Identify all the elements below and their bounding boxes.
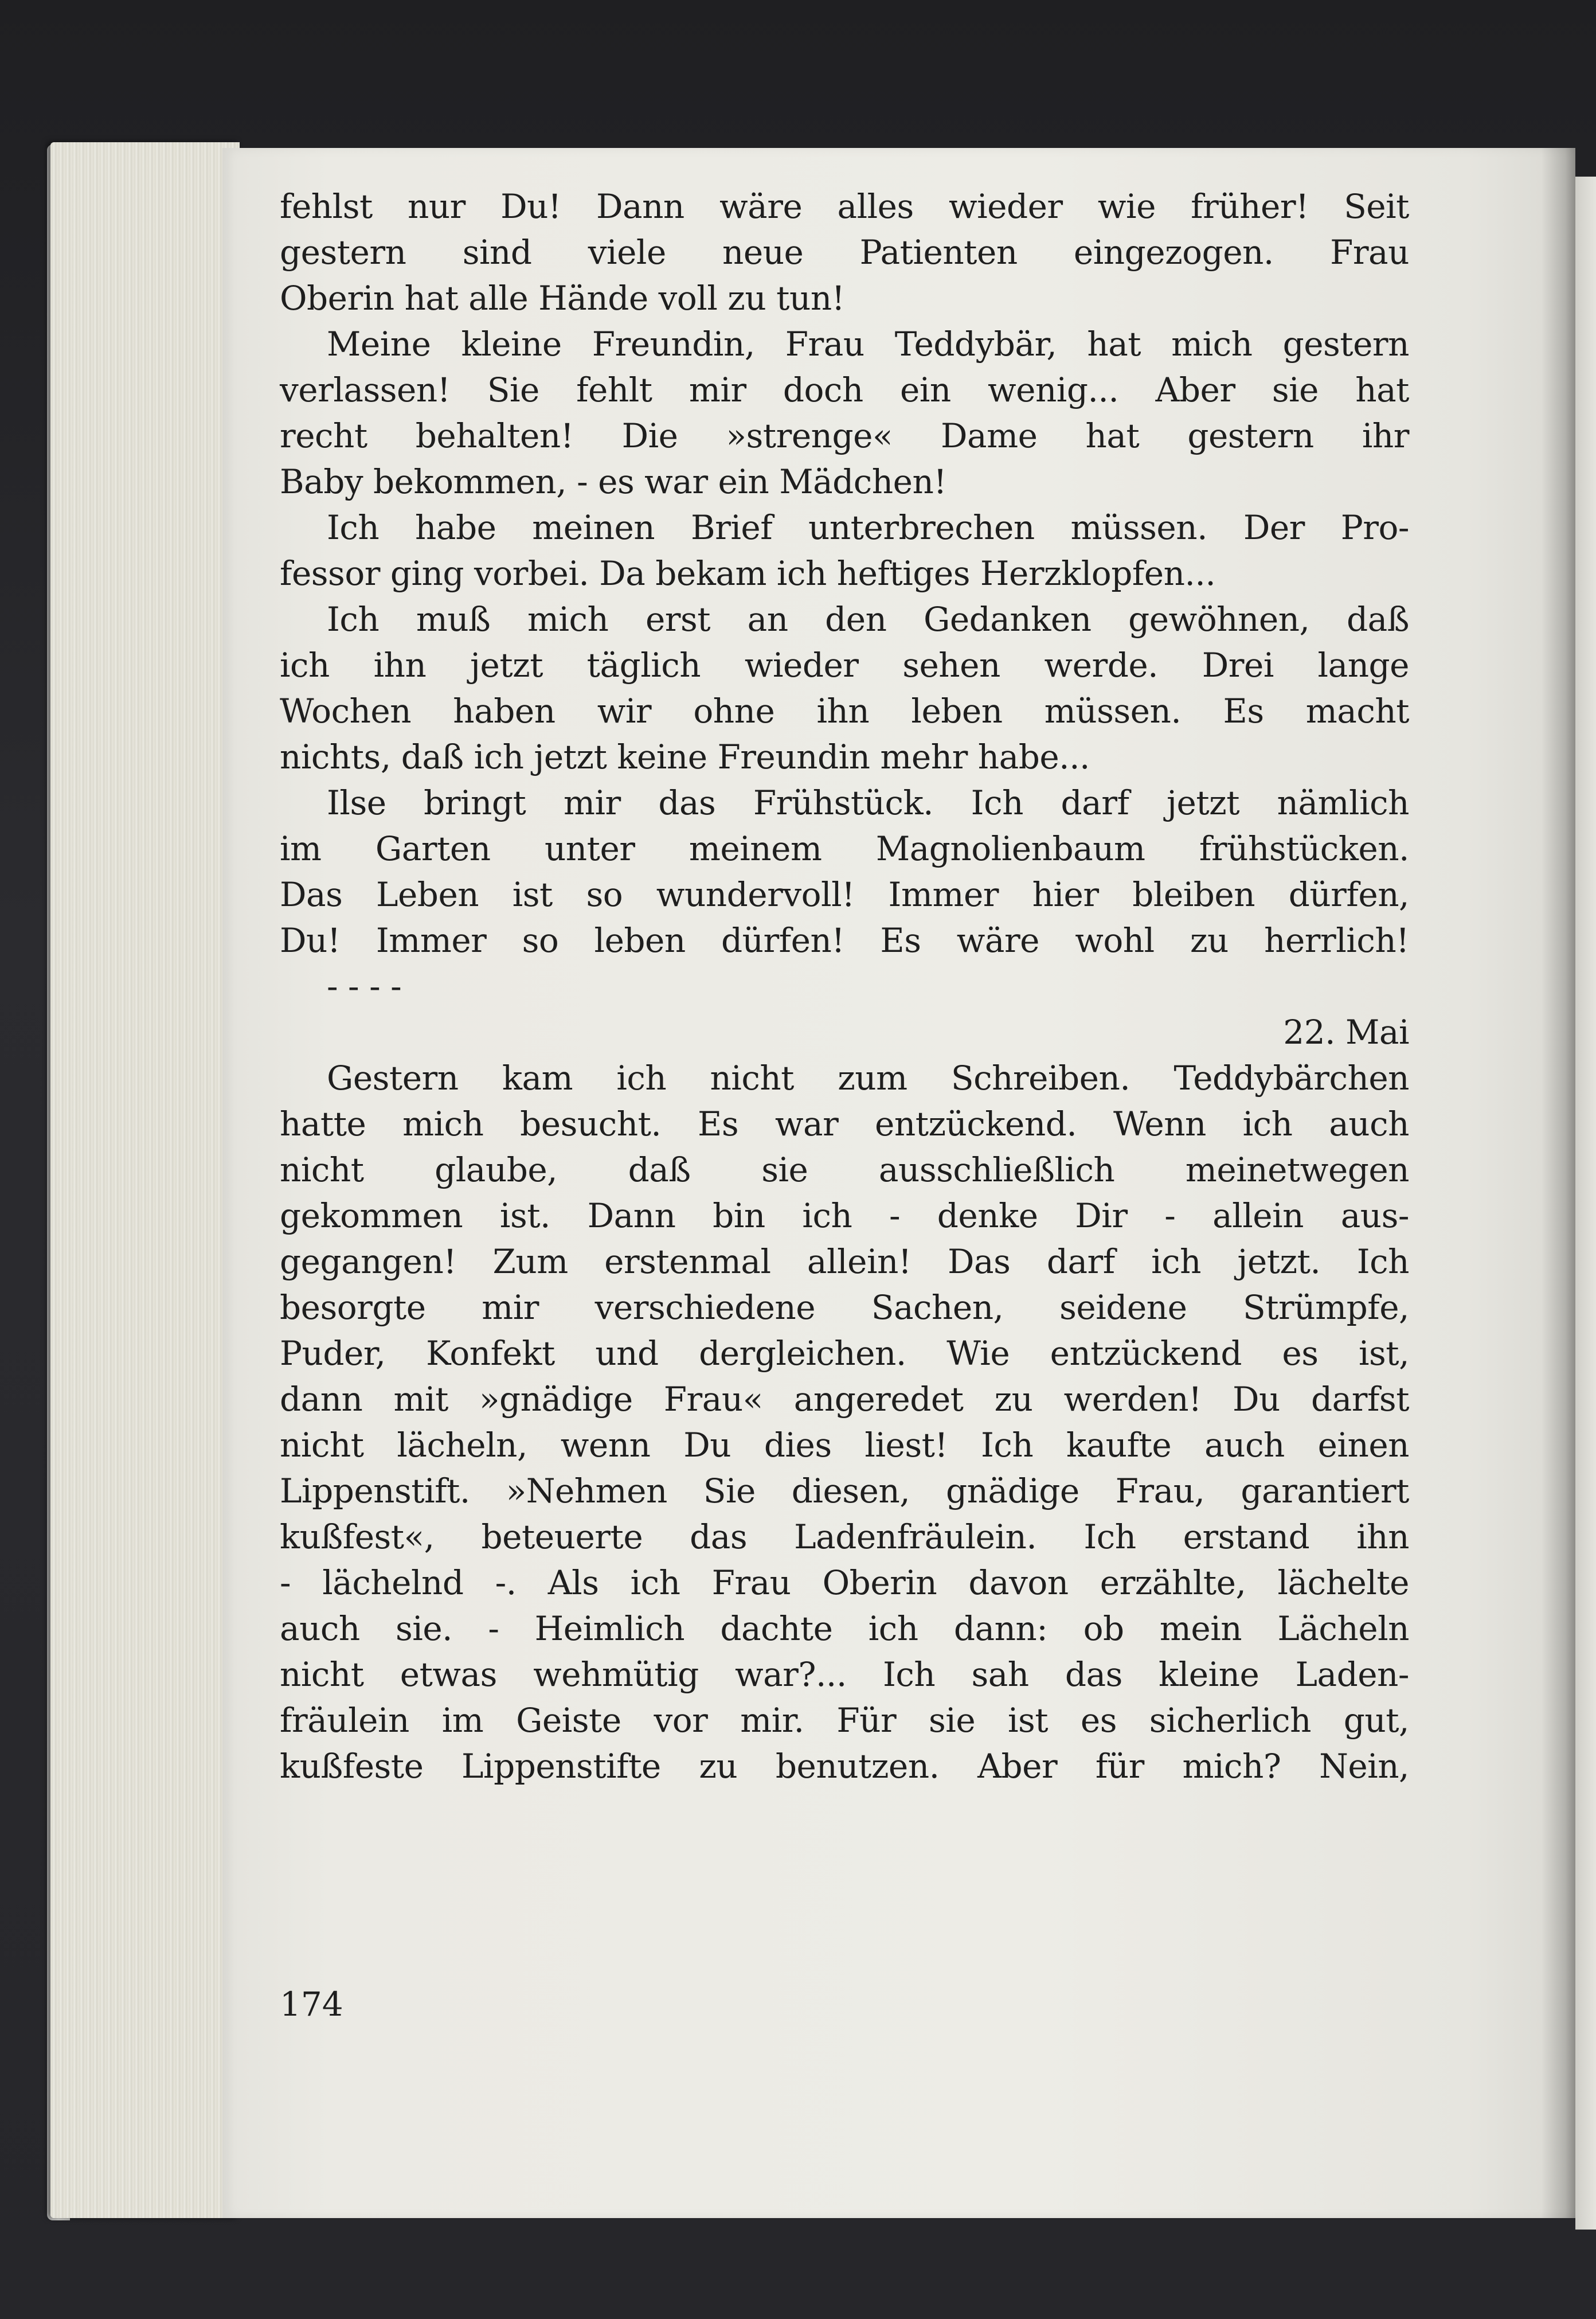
spine-shadow <box>1541 148 1575 2218</box>
text-line: fessor ging vorbei. Da bekam ich heftiges Herzklopfen... <box>280 554 1216 593</box>
text-line: gegangen! Zum erstenmal allein! Das darf ich jetzt. Ich <box>280 1242 1409 1281</box>
text-line: Ich habe meinen Brief unterbrechen müssen. Der Pro- <box>327 508 1409 547</box>
text-line: fehlst nur Du! Dann wäre alles wieder wie früher! Seit <box>280 187 1409 226</box>
text-line: kußfeste Lippenstifte zu benutzen. Aber für mich? Nein, <box>280 1747 1409 1786</box>
text-line: kußfest«, beteuerte das Ladenfräulein. Ich erstand ihn <box>280 1517 1409 1556</box>
text-line: - lächelnd -. Als ich Frau Oberin davon erzählte, lächelte <box>280 1563 1409 1602</box>
text-line: auch sie. - Heimlich dachte ich dann: ob mein Lächeln <box>280 1609 1409 1648</box>
text-line: verlassen! Sie fehlt mir doch ein wenig... Aber sie hat <box>280 370 1409 409</box>
text-line: nichts, daß ich jetzt keine Freundin mehr habe... <box>280 737 1090 776</box>
text-line: - - - - <box>327 967 402 1006</box>
entry-date: 22. Mai <box>1283 1013 1409 1052</box>
text-line: Das Leben ist so wundervoll! Immer hier bleiben dürfen, <box>280 875 1409 914</box>
text-line: Lippenstift. »Nehmen Sie diesen, gnädige Frau, garantiert <box>280 1471 1409 1510</box>
page-number: 174 <box>280 1985 343 2024</box>
facing-page-edge <box>1575 177 1596 2230</box>
text-line: gestern sind viele neue Patienten eingezogen. Frau <box>280 233 1409 272</box>
text-line: Puder, Konfekt und dergleichen. Wie entzückend es ist, <box>280 1334 1409 1373</box>
text-line: recht behalten! Die »strenge« Dame hat gestern ihr <box>280 416 1409 455</box>
text-line: nicht etwas wehmütig war?... Ich sah das kleine Laden- <box>280 1655 1409 1694</box>
text-line: nicht lächeln, wenn Du dies liest! Ich kaufte auch einen <box>280 1426 1409 1465</box>
text-line: Oberin hat alle Hände voll zu tun! <box>280 279 845 318</box>
text-line: im Garten unter meinem Magnolienbaum frühstücken. <box>280 829 1409 868</box>
text-line: ich ihn jetzt täglich wieder sehen werde. Drei lange <box>280 646 1409 685</box>
text-line: besorgte mir verschiedene Sachen, seidene Strümpfe, <box>280 1288 1409 1327</box>
text-line: Ilse bringt mir das Frühstück. Ich darf jetzt nämlich <box>327 783 1409 822</box>
text-line: fräulein im Geiste vor mir. Für sie ist es sicherlich gut, <box>280 1701 1409 1740</box>
text-line: Meine kleine Freundin, Frau Teddybär, hat mich gestern <box>327 325 1409 364</box>
text-line: dann mit »gnädige Frau« angeredet zu werden! Du darfst <box>280 1380 1409 1419</box>
text-line: Baby bekommen, - es war ein Mädchen! <box>280 462 947 501</box>
page-block-edges <box>50 142 240 2218</box>
text-line: Du! Immer so leben dürfen! Es wäre wohl zu herrlich! <box>280 921 1409 960</box>
text-line: nicht glaube, daß sie ausschließlich meinetwegen <box>280 1150 1409 1189</box>
text-line: Wochen haben wir ohne ihn leben müssen. Es macht <box>280 692 1409 731</box>
text-line: hatte mich besucht. Es war entzückend. Wenn ich auch <box>280 1104 1409 1143</box>
text-line: Gestern kam ich nicht zum Schreiben. Teddybärchen <box>327 1059 1409 1098</box>
text-line: gekommen ist. Dann bin ich - denke Dir - allein aus- <box>280 1196 1409 1235</box>
text-line: Ich muß mich erst an den Gedanken gewöhnen, daß <box>327 600 1409 639</box>
